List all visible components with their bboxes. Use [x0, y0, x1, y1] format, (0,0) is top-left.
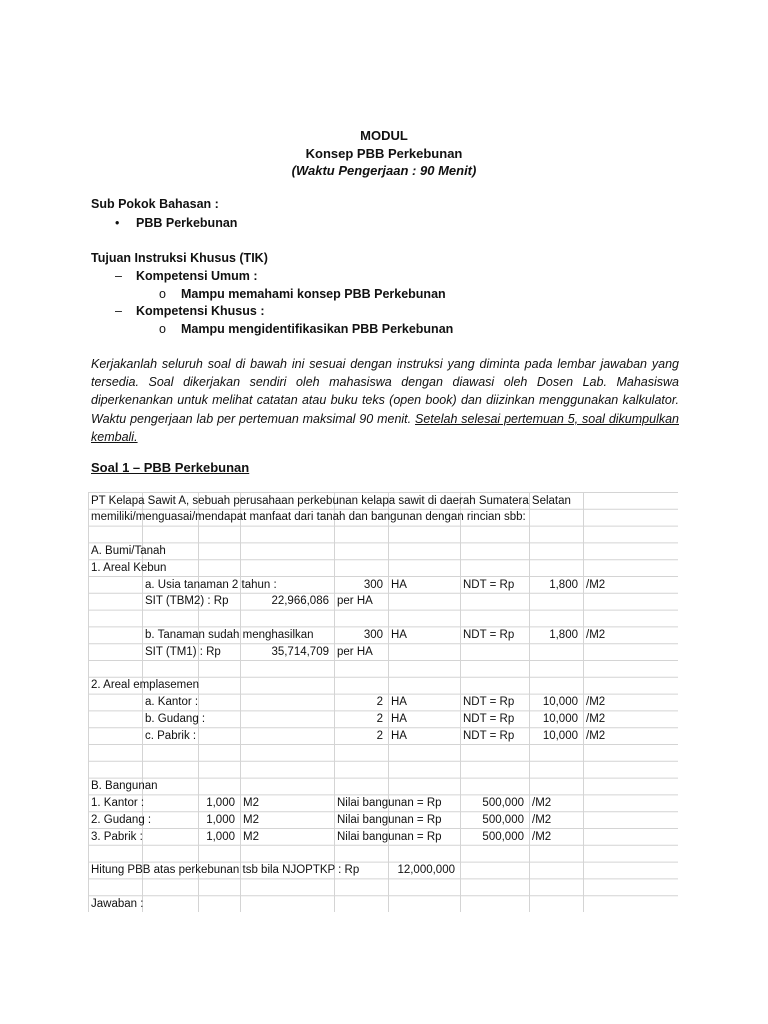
sheet-cell: 12,000,000	[397, 864, 455, 877]
sheet-cell: 10,000	[542, 729, 578, 742]
sheet-cell: a. Usia tanaman 2 tahun :	[145, 578, 277, 591]
sheet-cell: Hitung PBB atas perkebunan tsb bila NJOPTKP : Rp	[91, 864, 360, 877]
sub-pokok-label: Sub Pokok Bahasan :	[91, 197, 219, 211]
sheet-cell: per HA	[337, 645, 373, 658]
sheet-cell: NDT = Rp	[463, 578, 515, 591]
dash-icon: –	[115, 269, 122, 283]
sheet-cell: NDT = Rp	[463, 628, 515, 641]
sheet-cell: 1,800	[549, 578, 578, 591]
sheet-cell: B. Bangunan	[91, 780, 158, 793]
sheet-cell: c. Pabrik :	[145, 729, 197, 742]
sheet-cell: 1. Areal Kebun	[91, 561, 167, 574]
sheet-cell: 1,000	[206, 796, 235, 809]
sheet-cell: /M2	[586, 628, 606, 641]
tik-label: Tujuan Instruksi Khusus (TIK)	[91, 251, 268, 265]
sheet-cell: HA	[391, 628, 407, 641]
kompetensi-umum-item: Mampu memahami konsep PBB Perkebunan	[181, 287, 446, 301]
kompetensi-khusus-item: Mampu mengidentifikasikan PBB Perkebunan	[181, 322, 454, 336]
sheet-cell: 1,000	[206, 830, 235, 843]
module-duration: (Waktu Pengerjaan : 90 Menit)	[291, 163, 477, 178]
instructions-underlined: Setelah selesai pertemuan 5, soal dikumpulkan kembali.	[91, 411, 679, 444]
sheet-cell: Nilai bangunan = Rp	[337, 796, 442, 809]
sheet-cell: PT Kelapa Sawit A, sebuah perusahaan perkebunan kelapa sawit di daerah Sumatera Selatan	[91, 494, 571, 507]
sheet-cell: memiliki/menguasai/mendapat manfaat dari tanah dan bangunan dengan rincian sbb:	[91, 511, 526, 524]
sheet-cell: HA	[391, 578, 407, 591]
sheet-cell: per HA	[337, 595, 373, 608]
sheet-cell: a. Kantor :	[145, 696, 199, 709]
sheet-cell: 2. Gudang :	[91, 813, 152, 826]
bullet-icon: •	[115, 216, 120, 230]
sheet-cell: M2	[243, 813, 259, 826]
sub-pokok-item: PBB Perkebunan	[136, 216, 238, 230]
sheet-cell: Nilai bangunan = Rp	[337, 830, 442, 843]
sheet-cell: Jawaban :	[91, 897, 144, 910]
sheet-cell: /M2	[532, 796, 552, 809]
sheet-cell: 1. Kantor :	[91, 796, 145, 809]
kompetensi-umum-label: Kompetensi Umum :	[136, 269, 258, 283]
sheet-cell: NDT = Rp	[463, 712, 515, 725]
sheet-cell: /M2	[586, 578, 606, 591]
sheet-cell: /M2	[532, 830, 552, 843]
sheet-cell: M2	[243, 830, 259, 843]
sheet-cell: 1,800	[549, 628, 578, 641]
sheet-cell: SIT (TM1) : Rp	[145, 645, 221, 658]
sheet-cell: 1,000	[206, 813, 235, 826]
sheet-cell: 2	[376, 712, 383, 725]
module-subtitle: Konsep PBB Perkebunan	[305, 146, 463, 161]
kompetensi-khusus-label: Kompetensi Khusus :	[136, 304, 265, 318]
sheet-cell: 2. Areal emplasemen	[91, 679, 200, 692]
module-title: MODUL	[360, 128, 408, 143]
circle-bullet-icon: o	[159, 287, 166, 301]
sheet-cell: HA	[391, 712, 407, 725]
sheet-cell: 10,000	[542, 696, 578, 709]
sheet-cell: A. Bumi/Tanah	[91, 544, 166, 557]
sheet-cell: 2	[376, 729, 383, 742]
sheet-cell: Nilai bangunan = Rp	[337, 813, 442, 826]
sheet-cell: 35,714,709	[271, 645, 329, 658]
sheet-cell: 22,966,086	[271, 595, 329, 608]
sheet-cell: SIT (TBM2) : Rp	[145, 595, 229, 608]
soal-title: Soal 1 – PBB Perkebunan	[91, 460, 250, 475]
instructions-paragraph	[91, 355, 679, 446]
sheet-cell: 2	[376, 696, 383, 709]
sheet-cell: 300	[363, 578, 383, 591]
sheet-cell: HA	[391, 729, 407, 742]
sheet-cell: /M2	[532, 813, 552, 826]
sheet-cell: 10,000	[542, 712, 578, 725]
sheet-cell: 500,000	[482, 813, 524, 826]
sheet-cell: HA	[391, 696, 407, 709]
dash-icon: –	[115, 304, 122, 318]
sheet-cell: /M2	[586, 712, 606, 725]
sheet-cell: 500,000	[482, 830, 524, 843]
sheet-cell: NDT = Rp	[463, 696, 515, 709]
sheet-cell: NDT = Rp	[463, 729, 515, 742]
sheet-cell: /M2	[586, 729, 606, 742]
sheet-cell: b. Tanaman sudah menghasilkan	[145, 628, 314, 641]
circle-bullet-icon: o	[159, 322, 166, 336]
sheet-cell: 500,000	[482, 796, 524, 809]
sheet-cell: M2	[243, 796, 259, 809]
sheet-cell: /M2	[586, 696, 606, 709]
instructions-text: Kerjakanlah seluruh soal di bawah ini sesuai dengan instruksi yang diminta pada lembar jawaban yang tersedia. Soal dikerjakan sendiri oleh mahasiswa dengan diawasi oleh Dosen Lab. Mahasiswa diperkenankan untuk melihat catatan atau buku teks (open book) dan diizinkan menggunakan kalkulator. Waktu pengerjaan lab per pertemuan maksimal 90 menit.	[91, 357, 679, 426]
sheet-cell: b. Gudang :	[145, 712, 206, 725]
sheet-cell: 3. Pabrik :	[91, 830, 143, 843]
sheet-cell: 300	[363, 628, 383, 641]
